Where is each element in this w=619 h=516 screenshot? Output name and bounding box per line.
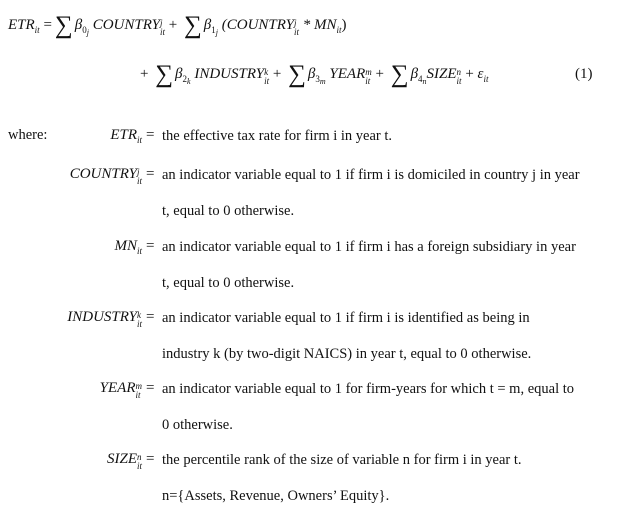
summation-symbol: ∑ (288, 61, 306, 88)
equation-line-2: + ∑ $\beta_{2_k}$ INDUSTRY k it + ∑ $\beta_{3_m}$ YEAR m it + ∑ $\beta_{4_n}SIZE$ n it + $\varepsilon_{it}$ (140, 61, 489, 88)
term-subscript: it (136, 135, 142, 145)
definition-equals: = (146, 127, 155, 143)
term-subscript: it (136, 246, 142, 256)
country-scripts: j it (159, 18, 165, 37)
term-scripts: j it (136, 167, 142, 186)
definition-text: the percentile rank of the size of variable n for firm i in year t. (162, 452, 522, 468)
definition-term (0, 166, 142, 186)
definition-text: the effective tax rate for firm i in year t. (162, 128, 393, 144)
term-name: MN (114, 238, 137, 254)
term-name: SIZE (106, 451, 137, 467)
term-name: INDUSTRY (67, 309, 137, 325)
definition-term (0, 238, 142, 256)
definition-equals: = (146, 380, 155, 396)
term-scripts: m it (135, 381, 142, 400)
definition-text: industry k (by two-digit NAICS) in year t, equal to 0 otherwise. (162, 346, 532, 362)
industry-term: INDUSTRY (194, 66, 265, 82)
definition-text: 0 otherwise. (162, 417, 233, 433)
summation-symbol: ∑ (390, 61, 409, 88)
definition-term (0, 309, 142, 329)
beta-0-subscript: 0 (82, 25, 87, 35)
where-label: where: (8, 127, 48, 143)
definition-term (0, 380, 142, 400)
definition-equals: = (146, 166, 155, 182)
year-term: YEAR (329, 66, 366, 82)
equals-sign: = (43, 17, 52, 33)
definition-equals: = (146, 238, 155, 254)
country-term: COUNTRY (92, 17, 160, 33)
term-name: COUNTRY (69, 166, 137, 182)
summation-symbol: ∑ (155, 61, 174, 88)
summation-symbol: ∑ (183, 12, 202, 39)
etr-subscript: it (34, 25, 40, 35)
term-name: YEAR (99, 380, 136, 396)
term-scripts: k it (136, 310, 142, 329)
definition-text: an indicator variable equal to 1 if firm i is identified as being in (162, 310, 530, 326)
interaction-country-scripts: j it (294, 18, 300, 37)
equation-line-1: $ETR_{it}$ = ∑ $\beta_{0_j}$ COUNTRY j it + ∑ $\beta_{1_j}$ (COUNTRY j it * $MN_{it}$) (8, 12, 347, 39)
definition-equals: = (146, 309, 155, 325)
equation-number: (1) (575, 66, 593, 82)
definition-text: t, equal to 0 otherwise. (162, 275, 295, 291)
definition-text: an indicator variable equal to 1 if firm i is domiciled in country j in year (162, 167, 580, 183)
beta-1: β (203, 17, 212, 33)
definition-text: n={Assets, Revenue, Owners’ Equity}. (162, 488, 390, 504)
definition-equals: = (146, 451, 155, 467)
definition-text: an indicator variable equal to 1 if firm i has a foreign subsidiary in year (162, 239, 576, 255)
definition-text: an indicator variable equal to 1 for firm-years for which t = m, equal to (162, 381, 575, 397)
epsilon: ε (477, 66, 484, 82)
term-scripts: n it (136, 452, 142, 471)
definition-term (0, 127, 142, 145)
size-term: SIZE (426, 66, 457, 82)
definition-text: t, equal to 0 otherwise. (162, 203, 295, 219)
etr-symbol: ETR (8, 17, 35, 33)
interaction-mn: * MN (299, 17, 337, 33)
term-name: ETR (110, 127, 137, 143)
beta-0-subsubscript: j (86, 28, 89, 37)
beta-0: β (74, 17, 83, 33)
definition-term (0, 451, 142, 471)
summation-symbol: ∑ (54, 12, 73, 39)
interaction-term: (COUNTRY (221, 17, 294, 33)
interaction-close: ) (341, 17, 347, 33)
